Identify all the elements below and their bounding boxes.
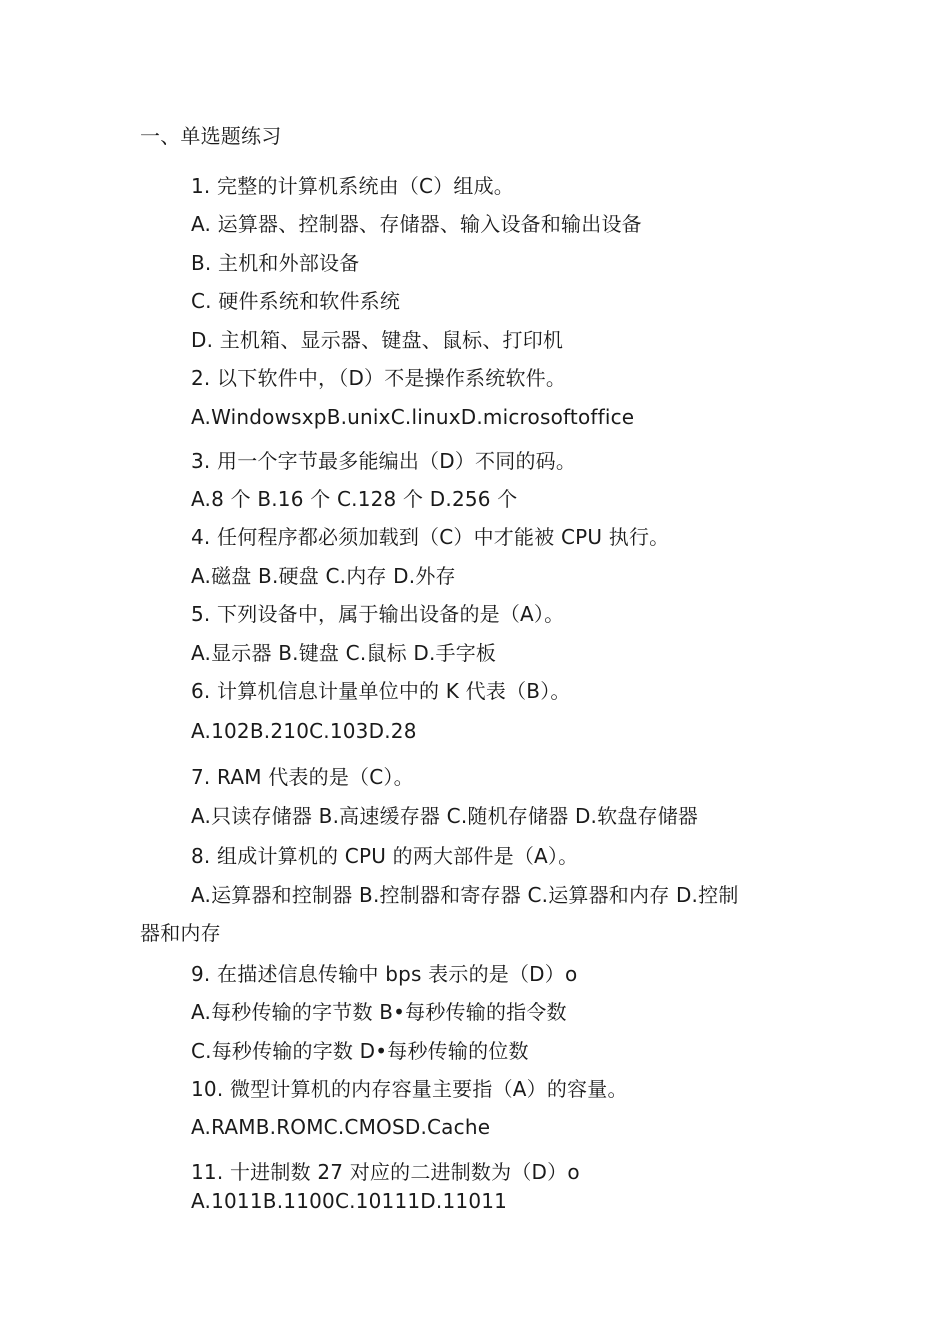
section-title: 一、单选题练习 [140, 124, 282, 148]
question-10: 10. 微型计算机的内存容量主要指（A）的容量。 [191, 1077, 628, 1101]
question-6-options: A.102B.210C.103D.28 [191, 719, 417, 743]
question-8: 8. 组成计算机的 CPU 的两大部件是（A）。 [191, 844, 579, 868]
question-2-options: A.WindowsxpB.unixC.linuxD.microsoftoffice [191, 405, 635, 429]
question-9: 9. 在描述信息传输中 bps 表示的是（D）o [191, 962, 578, 986]
question-8-options: A.运算器和控制器 B.控制器和寄存器 C.运算器和内存 D.控制 [191, 883, 739, 907]
question-11-options: A.1011B.1100C.10111D.11011 [191, 1189, 508, 1213]
question-1-option-b: B. 主机和外部设备 [191, 251, 360, 275]
question-7-options: A.只读存储器 B.高速缓存器 C.随机存储器 D.软盘存储器 [191, 804, 699, 828]
question-3-options: A.8 个 B.16 个 C.128 个 D.256 个 [191, 487, 518, 511]
question-3: 3. 用一个字节最多能编出（D）不同的码。 [191, 449, 577, 473]
question-1: 1. 完整的计算机系统由（C）组成。 [191, 174, 515, 198]
question-4-options: A.磁盘 B.硬盘 C.内存 D.外存 [191, 564, 456, 588]
question-7: 7. RAM 代表的是（C）。 [191, 765, 414, 789]
question-5: 5. 下列设备中，属于输出设备的是（A）。 [191, 602, 565, 626]
question-9-options-ab: A.每秒传输的字节数 B•每秒传输的指令数 [191, 1000, 567, 1024]
question-9-options-cd: C.每秒传输的字数 D•每秒传输的位数 [191, 1039, 529, 1063]
question-8-options-continued: 器和内存 [140, 921, 221, 945]
question-2: 2. 以下软件中，（D）不是操作系统软件。 [191, 366, 567, 390]
question-4: 4. 任何程序都必须加载到（C）中才能被 CPU 执行。 [191, 525, 670, 549]
question-1-option-d: D. 主机箱、显示器、键盘、鼠标、打印机 [191, 328, 564, 352]
question-5-options: A.显示器 B.键盘 C.鼠标 D.手字板 [191, 641, 497, 665]
question-10-options: A.RAMB.ROMC.CMOSD.Cache [191, 1115, 491, 1139]
question-1-option-a: A. 运算器、控制器、存储器、输入设备和输出设备 [191, 212, 642, 236]
question-11: 11. 十进制数 27 对应的二进制数为（D）o [191, 1160, 580, 1184]
question-6: 6. 计算机信息计量单位中的 K 代表（B）。 [191, 679, 571, 703]
question-1-option-c: C. 硬件系统和软件系统 [191, 289, 401, 313]
